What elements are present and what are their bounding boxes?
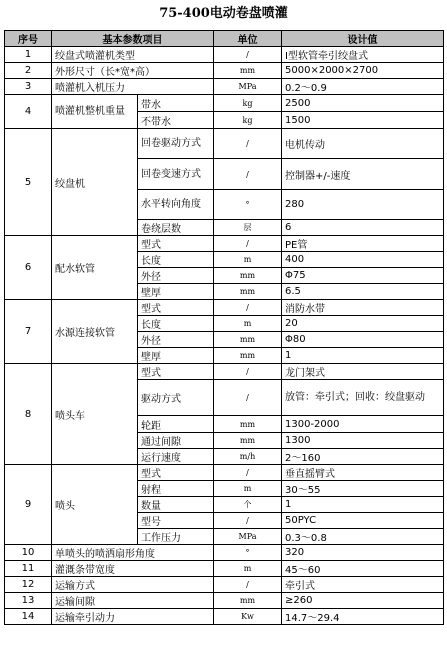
- row-sub-item: 射程: [138, 481, 214, 497]
- row-no: 1: [5, 47, 52, 63]
- row-unit: m: [214, 481, 282, 497]
- row-sub-item: 长度: [138, 252, 214, 268]
- row-unit: MPa: [214, 79, 282, 95]
- row-value: 放管：牵引式；回收：绞盘驱动: [282, 380, 444, 416]
- header-value: 设计值: [282, 31, 444, 47]
- row-value: 消防水带: [282, 300, 444, 316]
- row-unit: /: [214, 380, 282, 416]
- row-value: 30～55: [282, 481, 444, 497]
- row-no: 12: [5, 577, 52, 593]
- table-row: [5, 364, 444, 380]
- row-value: 龙门架式: [282, 364, 444, 380]
- row-unit: m: [214, 561, 282, 577]
- row-item: 运输方式: [52, 577, 214, 593]
- row-item: 喷灌机入机压力: [52, 79, 214, 95]
- row-unit: /: [214, 364, 282, 380]
- row-item: 喷头: [52, 465, 138, 545]
- table-row: [5, 593, 444, 609]
- row-unit: mm: [214, 284, 282, 300]
- row-unit: mm: [214, 416, 282, 433]
- row-no: 5: [5, 129, 52, 236]
- spec-table: [4, 30, 444, 625]
- row-value: 1: [282, 348, 444, 364]
- row-value: 1500: [282, 112, 444, 129]
- row-unit: m: [214, 252, 282, 268]
- header-item: 基本参数项目: [52, 31, 214, 47]
- row-unit: 个: [214, 497, 282, 513]
- row-no: 2: [5, 63, 52, 79]
- row-no: 4: [5, 95, 52, 129]
- row-value: PE管: [282, 236, 444, 252]
- row-unit: kg: [214, 112, 282, 129]
- row-value: 14.7～29.4: [282, 609, 444, 625]
- table-row: [5, 545, 444, 561]
- row-item: 运输牵引动力: [52, 609, 214, 625]
- row-item: 喷头车: [52, 364, 138, 465]
- row-no: 8: [5, 364, 52, 465]
- row-value: 50PYC: [282, 513, 444, 529]
- table-row: [5, 79, 444, 95]
- row-sub-item: 卷绕层数: [138, 220, 214, 236]
- row-unit: mm: [214, 593, 282, 609]
- row-value: 0.3～0.8: [282, 529, 444, 545]
- row-unit: 层: [214, 220, 282, 236]
- row-sub-item: 壁厚: [138, 348, 214, 364]
- row-no: 11: [5, 561, 52, 577]
- row-value: 2500: [282, 95, 444, 112]
- row-unit: Kw: [214, 609, 282, 625]
- row-unit: /: [214, 129, 282, 159]
- row-sub-item: 型式: [138, 300, 214, 316]
- table-row: [5, 465, 444, 481]
- row-unit: m/h: [214, 449, 282, 465]
- row-item: 运输间隙: [52, 593, 214, 609]
- row-unit: kg: [214, 95, 282, 112]
- row-sub-item: 水平转向角度: [138, 190, 214, 220]
- row-sub-item: 工作压力: [138, 529, 214, 545]
- row-unit: mm: [214, 63, 282, 79]
- row-no: 3: [5, 79, 52, 95]
- page-title: 75-400电动卷盘喷灌: [159, 6, 288, 21]
- row-sub-item: 外径: [138, 332, 214, 348]
- row-sub-item: 轮距: [138, 416, 214, 433]
- row-unit: °: [214, 190, 282, 220]
- row-value: 20: [282, 316, 444, 332]
- table-row: [5, 95, 444, 112]
- row-sub-item: 回卷变速方式: [138, 159, 214, 190]
- row-no: 7: [5, 300, 52, 364]
- table-row: [5, 300, 444, 316]
- row-unit: /: [214, 236, 282, 252]
- row-unit: °: [214, 545, 282, 561]
- table-row: [5, 236, 444, 252]
- row-value: 400: [282, 252, 444, 268]
- row-sub-item: 型式: [138, 236, 214, 252]
- row-unit: mm: [214, 332, 282, 348]
- row-value: 6: [282, 220, 444, 236]
- row-value: 0.2～0.9: [282, 79, 444, 95]
- row-no: 13: [5, 593, 52, 609]
- row-sub-item: 型式: [138, 364, 214, 380]
- row-sub-item: 运行速度: [138, 449, 214, 465]
- table-header-row: [5, 31, 444, 47]
- row-no: 9: [5, 465, 52, 545]
- row-value: ≥260: [282, 593, 444, 609]
- row-item: 灌溉条带宽度: [52, 561, 214, 577]
- row-value: 320: [282, 545, 444, 561]
- row-unit: mm: [214, 433, 282, 449]
- row-unit: /: [214, 577, 282, 593]
- table-row: [5, 47, 444, 63]
- row-sub-item: 型号: [138, 513, 214, 529]
- row-unit: /: [214, 300, 282, 316]
- row-unit: /: [214, 159, 282, 190]
- table-row: [5, 609, 444, 625]
- row-unit: mm: [214, 348, 282, 364]
- row-value: 电机传动: [282, 129, 444, 159]
- table-row: [5, 63, 444, 79]
- row-sub-item: 数量: [138, 497, 214, 513]
- row-sub-item: 型式: [138, 465, 214, 481]
- row-sub-item: 长度: [138, 316, 214, 332]
- row-value: 1: [282, 497, 444, 513]
- row-item: 绞盘式喷灌机类型: [52, 47, 214, 63]
- row-item: 外形尺寸（长*宽*高）: [52, 63, 214, 79]
- row-item: 单喷头的喷洒扇形角度: [52, 545, 214, 561]
- row-item: 水源连接软管: [52, 300, 138, 364]
- row-value: 6.5: [282, 284, 444, 300]
- row-value: 45～60: [282, 561, 444, 577]
- row-value: 牵引式: [282, 577, 444, 593]
- row-no: 10: [5, 545, 52, 561]
- row-value: Ⅰ型软管牵引绞盘式: [282, 47, 444, 63]
- table-row: [5, 577, 444, 593]
- row-sub-item: 不带水: [138, 112, 214, 129]
- table-row: [5, 561, 444, 577]
- row-unit: /: [214, 513, 282, 529]
- row-value: 5000×2000×2700: [282, 63, 444, 79]
- row-value: Φ75: [282, 268, 444, 284]
- row-sub-item: 带水: [138, 95, 214, 112]
- row-no: 6: [5, 236, 52, 300]
- row-sub-item: 外径: [138, 268, 214, 284]
- row-unit: mm: [214, 268, 282, 284]
- header-unit: 单位: [214, 31, 282, 47]
- table-row: [5, 129, 444, 159]
- header-no: 序号: [5, 31, 52, 47]
- row-value: 控制器+/-速度: [282, 159, 444, 190]
- row-unit: m: [214, 316, 282, 332]
- row-value: 1300: [282, 433, 444, 449]
- row-unit: MPa: [214, 529, 282, 545]
- row-value: 2～160: [282, 449, 444, 465]
- row-unit: /: [214, 465, 282, 481]
- row-sub-item: 驱动方式: [138, 380, 214, 416]
- row-item: 配水软管: [52, 236, 138, 300]
- row-value: Φ80: [282, 332, 444, 348]
- row-unit: /: [214, 47, 282, 63]
- row-sub-item: 壁厚: [138, 284, 214, 300]
- row-sub-item: 回卷驱动方式: [138, 129, 214, 159]
- row-no: 14: [5, 609, 52, 625]
- row-sub-item: 通过间隙: [138, 433, 214, 449]
- row-value: 1300-2000: [282, 416, 444, 433]
- row-value: 垂直摇臂式: [282, 465, 444, 481]
- row-item: 喷灌机整机重量: [52, 95, 138, 129]
- row-value: 280: [282, 190, 444, 220]
- row-item: 绞盘机: [52, 129, 138, 236]
